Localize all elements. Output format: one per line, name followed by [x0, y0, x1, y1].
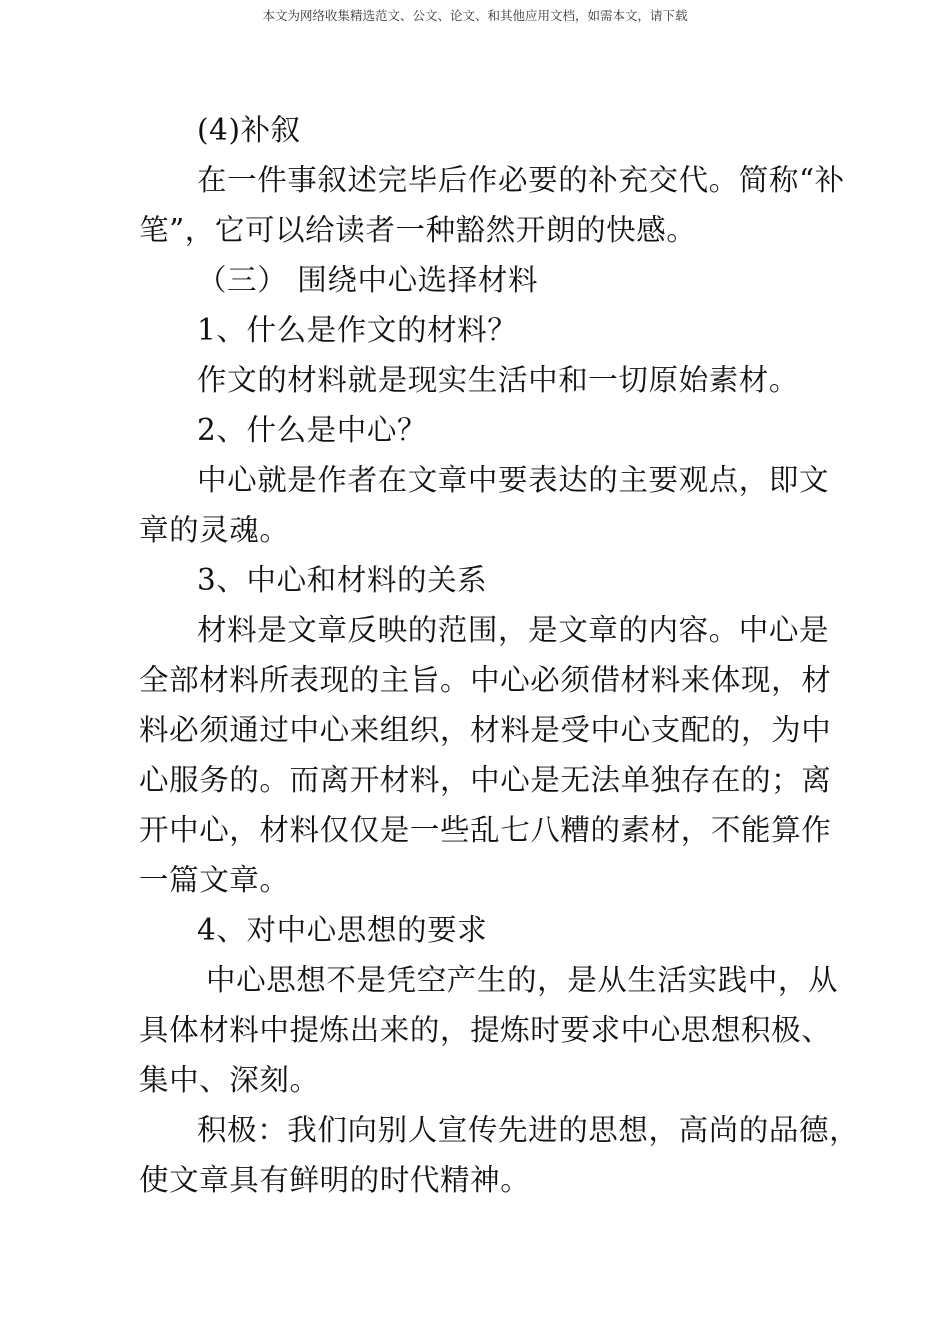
question-heading: 2、什么是中心？	[197, 413, 428, 447]
question-heading: 4、对中心思想的要求	[197, 913, 488, 947]
paragraph-line: 中心就是作者在文章中要表达的主要观点，即文	[197, 463, 830, 497]
paragraph-line: 一篇文章。	[139, 863, 290, 897]
paragraph-line: 集中、深刻。	[139, 1063, 320, 1097]
paragraph-line: 笔”，它可以给读者一种豁然开朗的快感。	[139, 213, 697, 247]
question-heading: 3、中心和材料的关系	[197, 563, 488, 597]
paragraph-line: 作文的材料就是现实生活中和一切原始素材。	[197, 363, 800, 397]
paragraph-line: 全部材料所表现的主旨。中心必须借材料来体现，材	[139, 663, 832, 697]
heading-supplementary-narration: (4)补叙	[197, 113, 301, 147]
paragraph-line: 材料是文章反映的范围，是文章的内容。中心是	[197, 613, 830, 647]
paragraph-line: 章的灵魂。	[139, 513, 290, 547]
paragraph-line: 使文章具有鲜明的时代精神。	[139, 1163, 531, 1197]
question-heading: 1、什么是作文的材料？	[197, 313, 518, 347]
paragraph-line: 中心思想不是凭空产生的，是从生活实践中，从	[206, 963, 839, 997]
paragraph-line: 具体材料中提炼出来的，提炼时要求中心思想积极、	[139, 1013, 832, 1047]
paragraph-line: 料必须通过中心来组织，材料是受中心支配的，为中	[139, 713, 832, 747]
paragraph-line: 在一件事叙述完毕后作必要的补充交代。简称“补	[197, 163, 845, 197]
paragraph-line: 心服务的。而离开材料，中心是无法单独存在的；离	[139, 763, 832, 797]
paragraph-line: 积极：我们向别人宣传先进的思想，高尚的品德，	[197, 1113, 860, 1147]
page-header-notice: 本文为网络收集精选范文、公文、论文、和其他应用文档，如需本文，请下载	[262, 8, 688, 23]
section-heading: （三） 围绕中心选择材料	[197, 263, 539, 297]
paragraph-line: 开中心，材料仅仅是一些乱七八糟的素材，不能算作	[139, 813, 832, 847]
